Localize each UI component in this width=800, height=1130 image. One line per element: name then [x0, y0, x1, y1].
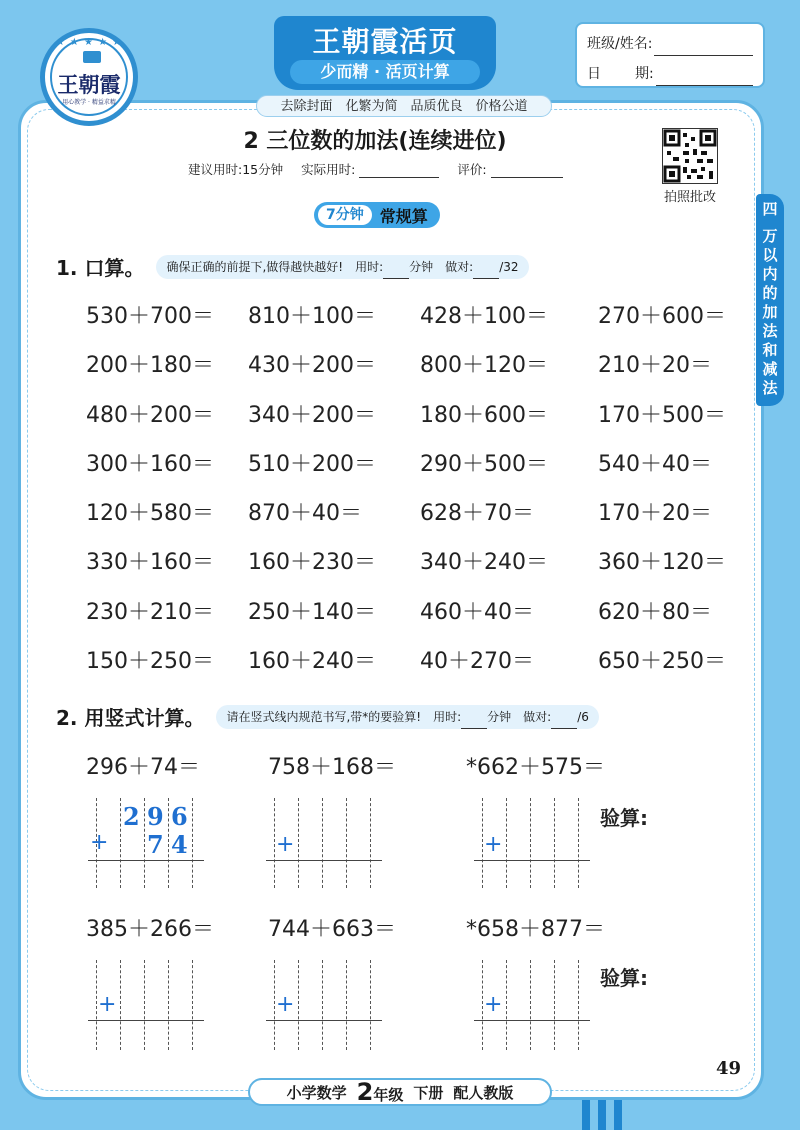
banner-title: 王朝霞活页	[312, 25, 458, 58]
mental-math-item: 540＋40＝	[598, 451, 712, 477]
q2-time-field[interactable]	[461, 715, 487, 729]
mental-math-item: 428＋100＝	[420, 304, 548, 329]
mental-math-item: 300＋160＝	[86, 451, 214, 477]
vertical-problem: *658＋877＝	[466, 917, 605, 942]
example-digit: 9	[147, 802, 164, 831]
unit-char: 以	[762, 246, 778, 264]
time-row	[188, 160, 567, 178]
unit-char: 的	[762, 284, 778, 302]
example-digit: 6	[171, 802, 188, 831]
footer-volume: 下册	[413, 1083, 444, 1102]
mental-math-item: 170＋20＝	[598, 501, 712, 527]
date-label-1: 日	[587, 66, 601, 82]
unit-char: 法	[762, 322, 778, 340]
section-label: 常规算	[379, 206, 428, 226]
unit-char: 法	[762, 379, 778, 397]
mental-math-item: 180＋600＝	[420, 402, 548, 428]
q1-tip	[156, 255, 528, 279]
q2-title: 2. 用竖式计算。	[56, 706, 205, 730]
book-icon	[83, 51, 101, 63]
student-info-box	[575, 22, 765, 88]
q1-header	[56, 252, 529, 281]
footer-subject: 小学数学	[286, 1083, 347, 1102]
mental-math-item: 150＋250＝	[86, 649, 214, 675]
mental-math-item: 480＋200＝	[86, 402, 214, 428]
mental-math-item: 460＋40＝	[420, 599, 534, 625]
q1-time-field[interactable]	[383, 265, 409, 279]
vertical-work-area[interactable]	[474, 798, 594, 888]
qr-code-icon[interactable]	[662, 128, 718, 184]
vertical-work-area[interactable]	[266, 798, 386, 888]
plus-sign: +	[484, 832, 503, 857]
mental-math-item: 800＋120＝	[420, 353, 548, 379]
logo-stars: ★ ★ ★ ★ ★	[55, 37, 123, 48]
mental-math-item: 120＋580＝	[86, 501, 214, 527]
vertical-problem: 744＋663＝	[268, 917, 396, 942]
mental-math-item: 620＋80＝	[598, 599, 712, 625]
mental-math-item: 230＋210＝	[86, 599, 214, 625]
footer-badge	[248, 1078, 552, 1106]
mental-math-item: 330＋160＝	[86, 550, 214, 576]
check-label: 验算:	[600, 806, 648, 830]
footer-edition: 配人教版	[453, 1083, 514, 1102]
slogan: 去除封面 化繁为简 品质优良 价格公道	[256, 95, 552, 117]
vertical-work-area[interactable]	[88, 798, 208, 888]
actual-time-label: 实际用时:	[301, 162, 356, 177]
q2-header	[56, 702, 599, 731]
mental-math-item: 160＋240＝	[248, 649, 376, 675]
unit-char: 内	[762, 265, 778, 283]
q2-tip-total: /6	[577, 709, 589, 724]
q1-tip-total: /32	[499, 259, 519, 274]
eval-field[interactable]	[491, 164, 563, 178]
mental-math-item: 530＋700＝	[86, 304, 214, 329]
example-digit: 4	[171, 830, 188, 859]
mental-math-item: 290＋500＝	[420, 451, 548, 477]
mental-math-item: 170＋500＝	[598, 402, 726, 428]
q1-tip-text: 确保正确的前提下,做得越快越好! 用时:	[166, 259, 384, 274]
example-digit: 2	[123, 802, 140, 831]
logo-text: 王朝霞	[57, 72, 121, 97]
series-banner	[274, 16, 496, 90]
page-title: 2 三位数的加法(连续进位)	[243, 129, 507, 154]
logo-sub: 用心教学 · 精益求精	[62, 99, 116, 106]
q2-score-field[interactable]	[551, 715, 577, 729]
brand-logo	[40, 28, 138, 126]
mental-math-item: 360＋120＝	[598, 550, 726, 576]
vertical-problem: 758＋168＝	[268, 755, 396, 780]
date-field[interactable]	[656, 68, 753, 86]
section-pill	[314, 202, 440, 228]
plus-sign: +	[276, 992, 295, 1017]
class-name-label: 班级/姓名:	[587, 36, 653, 52]
footer-grade-num: 2	[356, 1078, 374, 1106]
unit-char: 万	[762, 227, 778, 245]
mental-math-item: 340＋240＝	[420, 550, 548, 576]
unit-char: 和	[762, 341, 778, 359]
q2-tip	[216, 705, 598, 729]
mental-math-item: 430＋200＝	[248, 353, 376, 379]
vertical-problem: *662＋575＝	[466, 755, 605, 780]
plus-sign: +	[276, 832, 295, 857]
vertical-work-area[interactable]	[474, 960, 594, 1050]
vertical-work-area[interactable]	[88, 960, 208, 1050]
mental-math-item: 210＋20＝	[598, 353, 712, 379]
banner-sub: 少而精 · 活页计算	[290, 60, 480, 84]
mental-math-grid	[86, 292, 746, 686]
unit-number: 四	[762, 200, 778, 218]
q1-title: 1. 口算。	[56, 256, 145, 280]
class-name-field[interactable]	[654, 38, 753, 56]
plus-sign: +	[90, 830, 109, 855]
qr-label: 拍照批改	[663, 190, 716, 205]
vertical-work-area[interactable]	[266, 960, 386, 1050]
vertical-problem: 385＋266＝	[86, 917, 214, 942]
eval-label: 评价:	[457, 162, 487, 177]
plus-sign: +	[98, 992, 117, 1017]
edge-marks	[582, 1100, 632, 1130]
date-label-2: 期:	[635, 66, 654, 82]
mental-math-item: 870＋40＝	[248, 501, 362, 527]
q2-tip-min: 分钟 做对:	[487, 709, 552, 724]
mental-math-item: 270＋600＝	[598, 304, 726, 329]
example-digit: 7	[147, 830, 164, 859]
page-number: 49	[716, 1058, 742, 1079]
q1-score-field[interactable]	[473, 265, 499, 279]
q1-tip-min: 分钟 做对:	[409, 259, 474, 274]
unit-char: 减	[762, 360, 778, 378]
section-minutes: 7分钟	[318, 205, 372, 225]
unit-side-tab	[756, 194, 784, 406]
mental-math-item: 810＋100＝	[248, 304, 376, 329]
mental-math-item: 628＋70＝	[420, 501, 534, 527]
vertical-problem: 296＋74＝	[86, 755, 200, 780]
unit-char: 加	[762, 303, 778, 321]
mental-math-item: 510＋200＝	[248, 451, 376, 477]
mental-math-item: 340＋200＝	[248, 402, 376, 428]
actual-time-field[interactable]	[359, 164, 439, 178]
mental-math-item: 40＋270＝	[420, 649, 534, 675]
q2-tip-text: 请在竖式线内规范书写,带*的要验算! 用时:	[226, 709, 462, 724]
plus-sign: +	[484, 992, 503, 1017]
mental-math-item: 200＋180＝	[86, 353, 214, 379]
footer-grade: 年级	[373, 1086, 404, 1104]
suggested-time: 建议用时:15分钟	[188, 162, 284, 177]
mental-math-item: 650＋250＝	[598, 649, 726, 675]
mental-math-item: 160＋230＝	[248, 550, 376, 576]
check-label: 验算:	[600, 966, 648, 990]
mental-math-item: 250＋140＝	[248, 599, 376, 625]
